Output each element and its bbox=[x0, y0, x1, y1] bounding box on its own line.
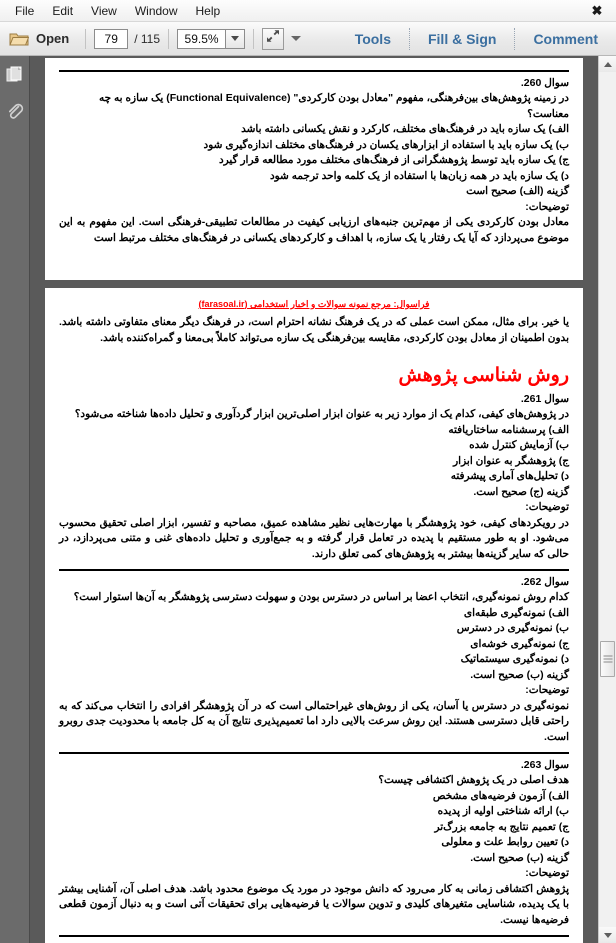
toolbar-divider-1 bbox=[85, 29, 86, 49]
vertical-scrollbar[interactable] bbox=[598, 56, 616, 943]
answer-line: گزینه (ب) صحیح است. bbox=[470, 668, 569, 681]
toolbar-divider-5 bbox=[514, 28, 515, 50]
question-text: کدام روش نمونه‌گیری، انتخاب اعضا بر اساس در دسترس بودن و سهولت دسترسی پژوهشگر به آن‌ها استوار است؟ bbox=[73, 591, 569, 603]
page-navigation-group bbox=[94, 29, 160, 49]
document-pages-area[interactable] bbox=[30, 56, 598, 943]
question-number: سوال 263. bbox=[520, 759, 569, 771]
tools-button[interactable]: Tools bbox=[354, 30, 391, 47]
explanation-label: توضیحات: bbox=[525, 200, 569, 213]
explanation-text: نمونه‌گیری در دسترس یا آسان، یکی از روش‌های غیراحتمالی است که در آن پژوهشگر افرادی را انتخاب می‌کند که به راحتی قابل دسترسی هستند. این روش سرعت بالایی دارد اما تعمیم‌پذیری نتایج آن به کل جامعه با محدودیت جدی روبرو است. bbox=[59, 699, 569, 743]
zoom-input[interactable]: 59.5% bbox=[177, 29, 225, 49]
zoom-dropdown-button[interactable] bbox=[225, 29, 245, 49]
option-a: الف) نمونه‌گیری طبقه‌ای bbox=[463, 606, 569, 619]
explanation-label: توضیحات: bbox=[525, 867, 569, 879]
option-d: د) نمونه‌گیری سیستماتیک bbox=[460, 653, 569, 665]
menu-view[interactable]: View bbox=[91, 3, 117, 18]
question-text: در زمینه پژوهش‌های بین‌فرهنگی، مفهوم "معادل بودن کارکردی" (Functional Equivalence) یک سازه به چه معناست؟ bbox=[98, 92, 569, 120]
option-b: ب) نمونه‌گیری در دسترس bbox=[456, 622, 569, 634]
pdf-page-80 bbox=[45, 288, 583, 943]
paperclip-attachments-icon[interactable] bbox=[4, 100, 26, 122]
toolbar-right-group bbox=[347, 28, 612, 50]
toolbar-divider-4 bbox=[409, 28, 410, 50]
toolbar-divider-3 bbox=[253, 29, 254, 49]
fit-group bbox=[262, 28, 301, 50]
page-thumbnails-icon[interactable] bbox=[4, 64, 26, 86]
triangle-up-icon bbox=[604, 62, 612, 67]
answer-line: گزینه (الف) صحیح است bbox=[466, 185, 569, 197]
option-a: الف) آزمون فرضیه‌های مشخص bbox=[432, 789, 569, 802]
fill-and-sign-button[interactable]: Fill & Sign bbox=[427, 30, 497, 47]
continuation-text: یا خیر. برای مثال، ممکن است عملی که در یک فرهنگ نشانه احترام است، در فرهنگ دیگر معنای متفاوتی داشته باشد. بدون اطمینان از معادل بودن کارکردی، مقایسه بین‌فرهنگی یک سازه می‌تواند کاملاً بی‌معنا و گمراه‌کننده باشد. bbox=[59, 316, 569, 344]
page-total-label: / 115 bbox=[134, 31, 161, 46]
scroll-up-button[interactable] bbox=[599, 56, 616, 72]
answer-line: گزینه (ب) صحیح است. bbox=[470, 851, 569, 864]
toolbar-overflow-icon[interactable] bbox=[291, 36, 301, 41]
menu-edit[interactable]: Edit bbox=[52, 3, 74, 18]
watermark-text: فراسوال: مرجع نمونه سوالات و اخبار استخدامی (farasoal.ir) bbox=[198, 299, 430, 309]
close-icon[interactable]: ✖ bbox=[591, 2, 603, 18]
document-viewer bbox=[0, 56, 616, 943]
option-d: د) یک سازه باید در همه زبان‌ها با استفاده از یک کلمه واحد ترجمه شود bbox=[269, 169, 569, 182]
question-block-263 bbox=[59, 758, 569, 928]
chevron-down-icon bbox=[231, 36, 239, 41]
question-divider bbox=[59, 752, 569, 754]
pdf-page-79 bbox=[45, 58, 583, 280]
option-b: ب) یک سازه باید با استفاده از ابزارهای یکسان در فرهنگ‌های مختلف اندازه‌گیری شود bbox=[203, 138, 569, 151]
main-toolbar bbox=[0, 22, 616, 56]
scroll-down-button[interactable] bbox=[599, 927, 616, 943]
option-a: الف) یک سازه باید در فرهنگ‌های مختلف، کارکرد و نقش یکسانی داشته باشد bbox=[241, 123, 569, 135]
comment-button[interactable]: Comment bbox=[533, 30, 598, 47]
fit-page-icon bbox=[265, 28, 281, 49]
scrollbar-thumb[interactable] bbox=[600, 641, 615, 677]
question-divider bbox=[59, 935, 569, 937]
page-number-input[interactable]: 79 bbox=[94, 29, 128, 49]
menu-window[interactable]: Window bbox=[134, 3, 178, 18]
open-label: Open bbox=[36, 31, 70, 46]
navigation-pane bbox=[0, 56, 30, 943]
menu-file[interactable]: File bbox=[15, 3, 35, 18]
explanation-text: در رویکردهای کیفی، خود پژوهشگر با مهارت‌هایی نظیر مشاهده عمیق، مصاحبه و تفسیر، ابزار اصلی تحقیق محسوب می‌شود. او به طور مستقیم با پدیده در تعامل قرار گرفته و به جمع‌آوری و تحلیل داده‌های غنی و متنی می‌پردازد، در حالی که سایر گزینه‌ها بیشتر به پژوهش‌های کمی تعلق دارند. bbox=[59, 516, 569, 560]
question-number: سوال 260. bbox=[520, 77, 569, 89]
fit-page-button[interactable] bbox=[262, 28, 284, 50]
section-title: روش شناسی پژوهش bbox=[398, 365, 569, 386]
question-text: در پژوهش‌های کیفی، کدام یک از موارد زیر به عنوان ابزار اصلی‌ترین ابزار گردآوری و تحلیل داده‌ها شناخته می‌شود؟ bbox=[74, 408, 569, 420]
folder-open-icon bbox=[9, 31, 29, 47]
question-divider bbox=[59, 70, 569, 72]
menu-help[interactable]: Help bbox=[195, 3, 221, 18]
option-c: ج) تعمیم نتایج به جامعه بزرگ‌تر bbox=[434, 820, 569, 833]
option-c: ج) پژوهشگر به عنوان ابزار bbox=[453, 454, 569, 467]
explanation-label: توضیحات: bbox=[525, 501, 569, 513]
question-number: سوال 262. bbox=[520, 576, 569, 588]
question-number: سوال 261. bbox=[520, 393, 569, 405]
option-c: ج) یک سازه باید توسط پژوهشگرانی از فرهنگ‌های مختلف مورد مطالعه قرار گیرد bbox=[218, 154, 569, 166]
option-b: ب) ارائه شناختی اولیه از پدیده bbox=[437, 805, 569, 817]
option-d: د) تعیین روابط علت و معلولی bbox=[441, 836, 569, 848]
open-button[interactable] bbox=[4, 29, 77, 49]
question-block-262 bbox=[59, 575, 569, 745]
zoom-group bbox=[177, 29, 245, 49]
option-b: ب) آزمایش کنترل شده bbox=[469, 439, 569, 451]
answer-line: گزینه (ج) صحیح است. bbox=[473, 485, 569, 498]
option-a: الف) پرسشنامه ساختاریافته bbox=[448, 423, 569, 436]
question-divider bbox=[59, 569, 569, 571]
menu-bar bbox=[0, 0, 616, 22]
question-block-261 bbox=[59, 392, 569, 562]
explanation-text: معادل بودن کارکردی یکی از مهم‌ترین جنبه‌های ارزیابی کیفیت در مطالعات تطبیقی-فرهنگی است. این مفهوم به این موضوع می‌پردازد که آیا یک رفتار یا یک سازه، با اهداف و کارکردهای یکسانی در فرهنگ‌های مختلف مرتبط است bbox=[59, 216, 569, 244]
question-text: هدف اصلی در یک پژوهش اکتشافی چیست؟ bbox=[378, 774, 569, 786]
option-d: د) تحلیل‌های آماری پیشرفته bbox=[450, 470, 569, 482]
scrollbar-grip-icon bbox=[603, 656, 612, 663]
triangle-down-icon bbox=[604, 933, 612, 938]
explanation-text: پژوهش اکتشافی زمانی به کار می‌رود که دانش موجود در مورد یک موضوع محدود باشد. هدف اصلی آن، آشنایی بیشتر با یک پدیده، شناسایی متغیرهای کلیدی و تدوین سوالات یا فرضیه‌هایی برای تحقیقات آتی است و به دنبال آزمون قطعی فرضیه‌ها نیست. bbox=[59, 882, 569, 926]
option-c: ج) نمونه‌گیری خوشه‌ای bbox=[470, 637, 569, 650]
toolbar-divider-2 bbox=[168, 29, 169, 49]
explanation-label: توضیحات: bbox=[525, 684, 569, 696]
